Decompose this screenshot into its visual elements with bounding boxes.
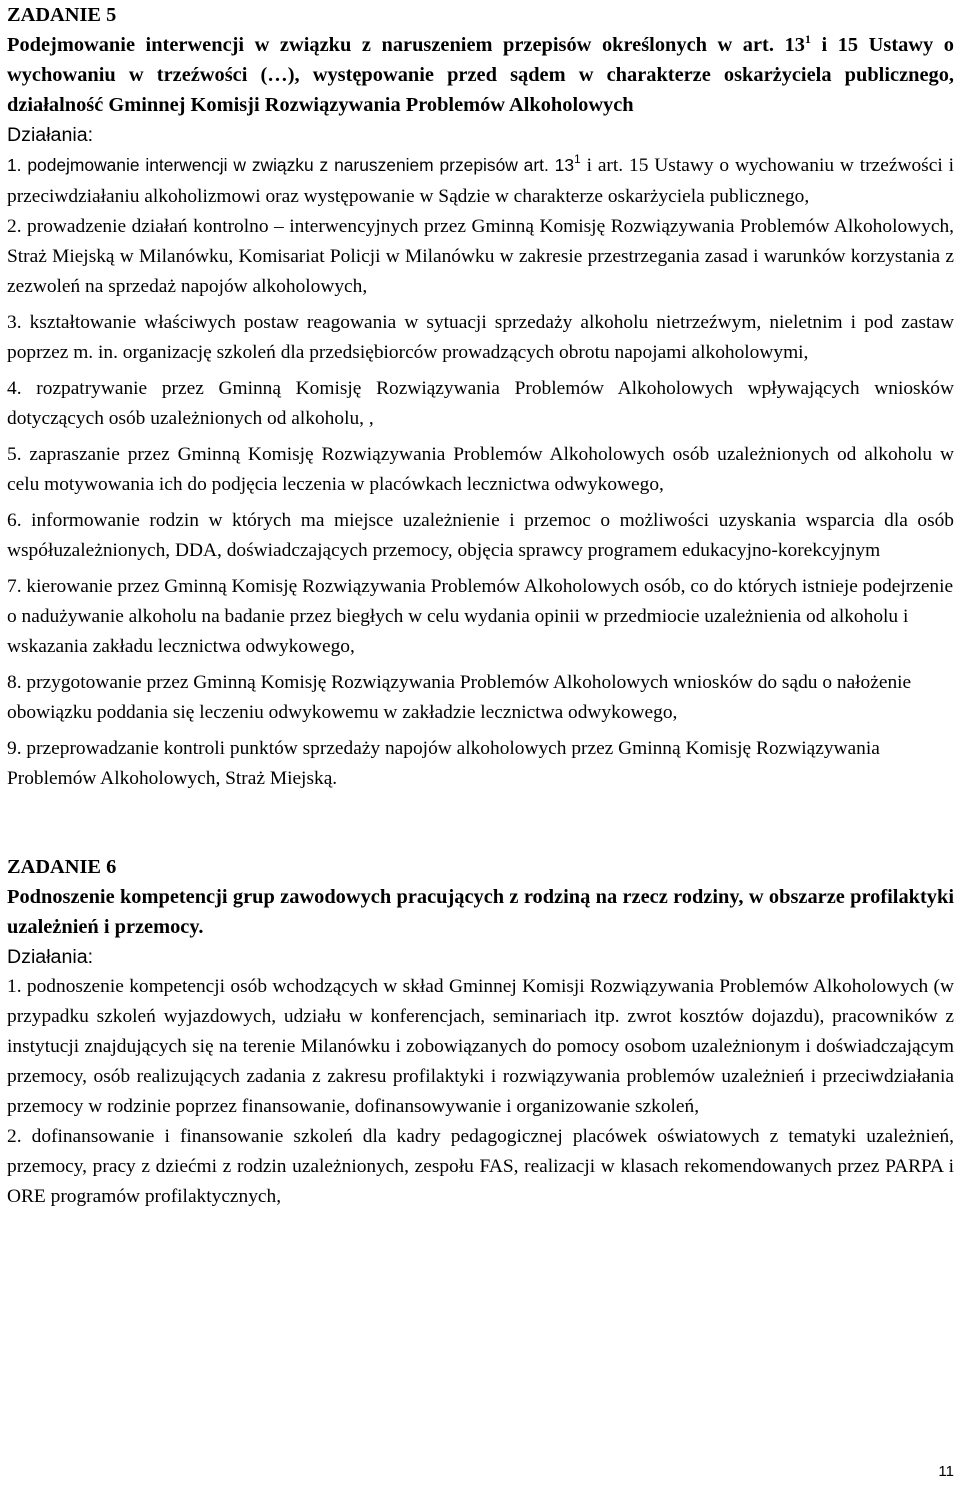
- task-5-item-7: 7. kierowanie przez Gminną Komisję Rozwiązywania Problemów Alkoholowych osób, co do których istnieje podejrzenie o nadużywanie alkoholu na badanie przez biegłych w celu wydania opinii w przedmiocie uzależnienia od alkoholu i wskazania zakładu lecznictwa odwykowego,: [7, 576, 954, 657]
- task-5-title: ZADANIE 5: [7, 4, 117, 26]
- task-5-section: [7, 0, 954, 794]
- task-5-item-1-part2: i art. 15 Ustawy o wychowaniu w trzeźwości i przeciwdziałaniu alkoholizmowi oraz występowanie w Sądzie w charakterze oskarżyciela publicznego,: [7, 155, 954, 207]
- task-6-heading: Podnoszenie kompetencji grup zawodowych pracujących z rodziną na rzecz rodziny, w obszarze profilaktyki uzależnień i przemocy.: [7, 886, 954, 938]
- task-5-item-8: 8. przygotowanie przez Gminną Komisję Rozwiązywania Problemów Alkoholowych wniosków do sądu o nałożenie obowiązku poddania się leczeniu odwykowemu w zakładzie lecznictwa odwykowego,: [7, 672, 912, 723]
- task-5-heading: [7, 30, 954, 120]
- task-5-item-5: 5. zapraszanie przez Gminną Komisję Rozwiązywania Problemów Alkoholowych osób uzależnionych od alkoholu w celu motywowania ich do podjęcia leczenia w placówkach lecznictwa odwykowego,: [7, 444, 954, 495]
- task-5-heading-part1: Podejmowanie interwencji w związku z naruszeniem przepisów określonych w art. 13: [7, 34, 805, 56]
- task-5-item-9: 9. przeprowadzanie kontroli punktów sprzedaży napojów alkoholowych przez Gminną Komisję Rozwiązywania Problemów Alkoholowych, Straż Miejską.: [7, 738, 880, 789]
- task-5-item-1-sup: 1: [574, 152, 581, 166]
- document-page: [7, 0, 954, 1212]
- task-5-item-6: 6. informowanie rodzin w których ma miejsce uzależnienie i przemoc o możliwości uzyskania wsparcia dla osób współuzależnionych, DDA, doświadczających przemocy, objęcia sprawcy programem edukacyjno-korekcyjnym: [7, 510, 954, 561]
- task-5-item-2: 2. prowadzenie działań kontrolno – interwencyjnych przez Gminną Komisję Rozwiązywania Problemów Alkoholowych, Straż Miejską w Milanówku, Komisariat Policji w Milanówku w zakresie przestrzegania zasad i warunków korzystania z zezwoleń na sprzedaż napojów alkoholowych,: [7, 216, 954, 297]
- task-5-item-4: 4. rozpatrywanie przez Gminną Komisję Rozwiązywania Problemów Alkoholowych wpływających wniosków dotyczących osób uzależnionych od alkoholu, ,: [7, 378, 954, 429]
- task-6-item-1: 1. podnoszenie kompetencji osób wchodzących w skład Gminnej Komisji Rozwiązywania Problemów Alkoholowych (w przypadku szkoleń wyjazdowych, udziału w konferencjach, seminariach itp. zwrot kosztów dojazdu), pracowników z instytucji znajdujących się na terenie Milanówku i zobowiązanych do pomocy osobom uzależnionym i doświadczającym przemocy, osób realizujących zadania z zakresu profilaktyki i rozwiązywania problemów uzależnień i przeciwdziałania przemocy w rodzinie poprzez finansowanie, dofinansowywanie i organizowanie szkoleń,: [7, 976, 954, 1117]
- task-6-title: ZADANIE 6: [7, 856, 117, 878]
- task-5-item-3: 3. kształtowanie właściwych postaw reagowania w sytuacji sprzedaży alkoholu nietrzeźwym, nieletnim i pod zastaw poprzez m. in. organizację szkoleń dla przedsiębiorców prowadzących obrotu napojami alkoholowymi,: [7, 312, 954, 363]
- task-5-item-1-part1: 1. podejmowanie interwencji w związku z naruszeniem przepisów art. 13: [7, 155, 574, 175]
- page-number: 11: [938, 1463, 954, 1480]
- task-6-item-2: 2. dofinansowanie i finansowanie szkoleń dla kadry pedagogicznej placówek oświatowych z tematyki uzależnień, przemocy, pracy z dziećmi z rodzin uzależnionych, zespołu FAS, realizacji w klasach rekomendowanych przez PARPA i ORE programów profilaktycznych,: [7, 1126, 954, 1207]
- task-5-item-1: [7, 150, 954, 212]
- task-5-actions-label: Działania:: [7, 124, 94, 146]
- task-5-heading-part2: i 15 Ustawy o wychowaniu w trzeźwości (…), występowanie przed sądem w charakterze oskarżyciela publicznego, działalność Gminnej Komisji Rozwiązywania Problemów Alkoholowych: [7, 34, 954, 116]
- task-6-section: [7, 852, 954, 1212]
- task-6-actions-label: Działania:: [7, 946, 94, 968]
- task-5-heading-sup: 1: [804, 32, 811, 46]
